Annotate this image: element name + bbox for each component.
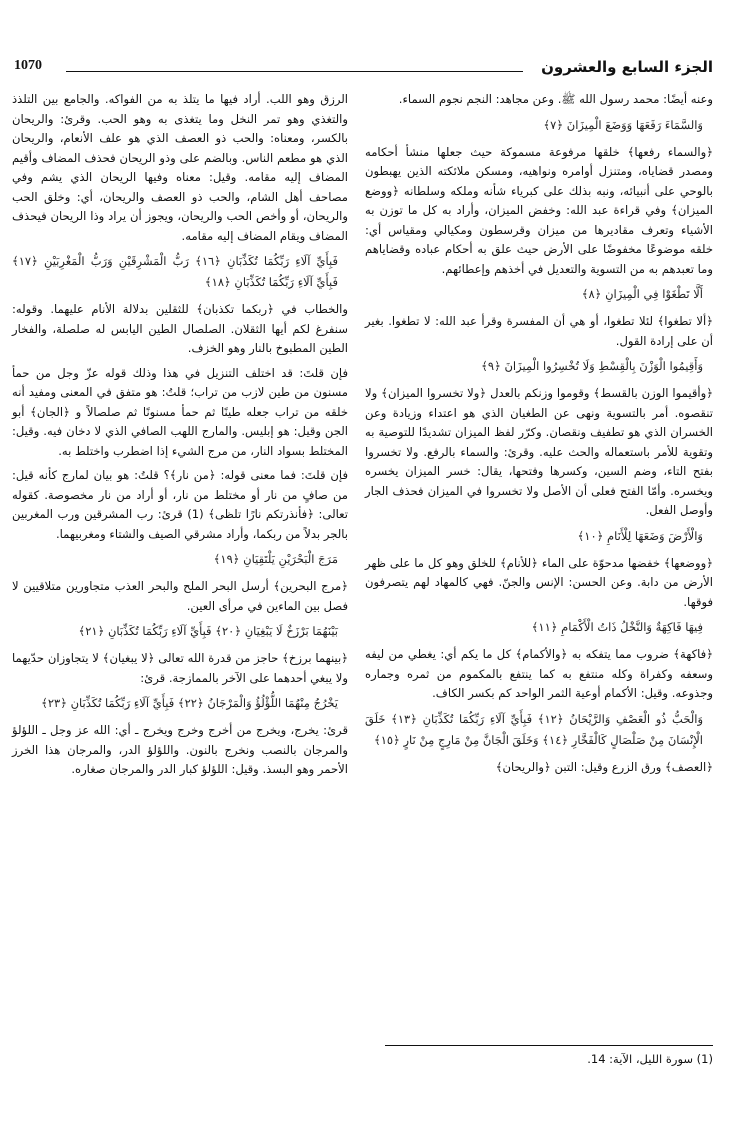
quran-verse: أَلَّا تَطْغَوْا فِي الْمِيزَانِ ﴿٨﴾ xyxy=(581,287,703,301)
quran-verse: مَرَجَ الْبَحْرَيْنِ يَلْتَقِيَانِ ﴿١٩﴾ xyxy=(213,552,338,566)
page-header xyxy=(14,58,713,84)
paragraph: ﴿بينهما برزخ﴾ حاجز من قدرة الله تعالى ﴿لا يبغيان﴾ لا يتجاوزان حدّيهما ولا يبغي أحدهما على الآخر بالممازجة. قرئ: xyxy=(12,651,348,685)
paragraph: ﴿فاكهة﴾ ضروب مما يتفكه به ﴿والأكمام﴾ كل ما يكم أي: يغطي من ليفه وسعفه وكفراة وكله منتفع به كما ينتفع بالمكموم من ثمره وجماره وجذوعه. وقيل: الأكمام أوعية الثمر الواحد كم بكسر الكاف. xyxy=(365,647,713,700)
footnote: (1) سورة الليل، الآية: 14. xyxy=(587,1052,713,1066)
quran-verse: وَأَقِيمُوا الْوَزْنَ بِالْقِسْطِ وَلَا تُخْسِرُوا الْمِيزَانَ ﴿٩﴾ xyxy=(481,359,703,373)
quran-verse: وَالسَّمَاءَ رَفَعَهَا وَوَضَعَ الْمِيزَانَ ﴿٧﴾ xyxy=(543,117,703,132)
page-number: 1070 xyxy=(14,58,42,73)
paragraph: الرزق وهو اللب. أراد فيها ما يتلذ به من الفواكه. والجامع بين التلذذ والتغذي وهو تمر النخل وما يتغذى به وهو الحب. وقرئ: والريحان بالكسر، ومعناه: والحب ذو العصف الذي هو علف الأنعام، والريحان الذي هو مطعم الناس. وبالضم على وذو الريحان فحذف المضاف وأقيم المضاف إليه مقامه. وقيل: معناه وفيها الريحان الذي يشم وفي مصاحف أهل الشام، والحب ذو العصف والريحان، أي: وخلق الحب والريحان، أو وأخص الحب والريحان، ويجوز أن يراد وذا الريحان فيحذف المضاف ويقام المضاف إليه مقامه. xyxy=(12,92,348,243)
quran-verse: يَخْرُجُ مِنْهُمَا اللُّؤْلُؤُ وَالْمَرْجَانُ ﴿٢٢﴾ فَبِأَيِّ آلَاءِ رَبِّكُمَا تُكَذِّبَانِ ﴿٢٣﴾ xyxy=(41,696,338,710)
left-column xyxy=(12,90,348,785)
running-title: الجزء السابع والعشرون xyxy=(541,58,713,76)
paragraph: ﴿ووضعها﴾ خفضها مدحوّة على الماء ﴿للأنام﴾ للخلق وهو كل ما على ظهر الأرض من دابة. وعن الحسن: الإنس والجنّ. فهي كالمهاد لهم يتصرفون فوقها. xyxy=(365,555,713,609)
paragraph: ﴿والسماء رفعها﴾ خلقها مرفوعة مسموكة حيث جعلها منشأ أحكامه ومصدر قضاياه، ومتنزل أوامره ونواهيه، ومسكن ملائكته الذين يهبطون بالوحي على أنبيائه، ونبه بذلك على كبرياء شأنه وملكه وسلطانه ﴿ووضع الميزان﴾ وفي قراءة عبد الله: وخفض الميزان، وأراد به كل ما توزن به الأشياء وتعرف مقاديرها من ميزان وقرسطون ومكيالي ومقياس أي: خلقه موضوعًا مخفوضًا على الأرض حيث علق به أحكام عباده وقضاياهم وما تعبدهم به من التسوية والتعديل في أخذهم وإعطائهم. xyxy=(365,144,713,276)
quran-verse: وَالْحَبُّ ذُو الْعَصْفِ وَالرَّيْحَانُ ﴿١٢﴾ فَبِأَيِّ آلَاءِ رَبِّكُمَا تُكَذِّبَانِ ﴿١٣﴾ خَلَقَ الْإِنْسَانَ مِنْ صَلْصَالٍ كَالْفَخَّارِ ﴿١٤﴾ وَخَلَقَ الْجَانَّ مِنْ مَارِجٍ مِنْ نَارٍ ﴿١٥﴾ xyxy=(365,711,703,747)
quran-verse: فِيهَا فَاكِهَةٌ وَالنَّخْلُ ذَاتُ الْأَكْمَامِ ﴿١١﴾ xyxy=(531,620,703,634)
paragraph: فإن قلتَ: قد اختلف التنزيل في هذا وذلك قوله عزّ وجل من حمأ مسنون من طين لازب من تراب؛ قلتُ: هو متفق في المعنى ومفيد أنه خلقه من تراب جعله طينًا ثم حمأ مسنونًا ثم صلصالاً و ﴿الجان﴾ أبو الجن وقيل: هو إبليس. والمارج اللهب الصافي الذي لا دخان فيه. وقيل: المختلط بسواد النار، من مرج الشيء إذا اضطرب واختلط به. xyxy=(12,365,348,458)
paragraph: ﴿مرج البحرين﴾ أرسل البحر الملح والبحر العذب متجاورين متلاقيين لا فصل بين الماءين في مرأى العين. xyxy=(12,579,348,613)
paragraph: وعنه أيضًا: محمد رسول الله ﷺ. وعن مجاهد: النجم نجوم السماء. xyxy=(398,92,713,106)
header-rule xyxy=(66,71,523,72)
paragraph: قرئ: يخرج، ويخرج من أخرج وخرج ويخرج ـ أي: الله عز وجل ـ اللؤلؤ والمرجان بالنصب ونخرج بالنون. واللؤلؤ الدر، والمرجان هذا الخرز الأحمر وهو البسذ. وقيل: اللؤلؤ كبار الدر والمرجان صغاره. xyxy=(12,723,348,776)
paragraph: فإن قلتَ: فما معنى قوله: ﴿من نار﴾؟ قلتُ: هو بيان لمارج كأنه قيل: من صافٍ من نار أو مختلط من نار، أو أراد من نار مخصوصة. كقوله تعالى: ﴿فأنذرتكم نارًا تلظى﴾ (1) قرئ: رب المشرقين ورب المغربين بالجر بدلاً من ربكما، وأراد مشرقي الصيف والشتاء ومغربيهما. xyxy=(12,468,348,541)
paragraph: والخطاب في ﴿ربكما تكذبان﴾ للثقلين بدلالة الأنام عليهما. وقوله: سنفرغ لكم أيها الثقلان. الصلصال الطين اليابس له صلصلة، والفخار الطين المطبوخ بالنار وهو الخزف. xyxy=(12,302,348,355)
paragraph: ﴿ألا تطغوا﴾ لئلا تطغوا، أو هي أن المفسرة وقرأ عبد الله: لا تطغوا. بغير أن على إرادة القول. xyxy=(365,314,713,348)
quran-verse: فَبِأَيِّ آلَاءِ رَبِّكُمَا تُكَذِّبَانِ ﴿١٦﴾ رَبُّ الْمَشْرِقَيْنِ وَرَبُّ الْمَغْرِبَيْنِ ﴿١٧﴾ فَبِأَيِّ آلَاءِ رَبِّكُمَا تُكَذِّبَانِ ﴿١٨﴾ xyxy=(12,254,338,289)
footnote-rule xyxy=(385,1045,713,1046)
quran-verse: بَيْنَهُمَا بَرْزَخٌ لَا يَبْغِيَانِ ﴿٢٠﴾ فَبِأَيِّ آلَاءِ رَبِّكُمَا تُكَذِّبَانِ ﴿٢١﴾ xyxy=(78,624,338,638)
paragraph: ﴿العصف﴾ ورق الزرع وقيل: التبن ﴿والريحان﴾ xyxy=(495,759,713,774)
paragraph: ﴿وأقيموا الوزن بالقسط﴾ وقوموا وزنكم بالعدل ﴿ولا تخسروا الميزان﴾ ولا تنقصوه. أمر بالتسوية ونهى عن الطغيان الذي هو اعتداء وزيادة وعن الخسران الذي هو تطفيف ونقصان. وكرّر لفظ الميزان تشديدًا للتوصية به وتقوية للأمر باستعماله والحث عليه. وقرئ: والسماء بالرفع. ولا تخسروا بفتح التاء، وضم السين، وكسرها وفتحها، يقال: خسر الميزان يخسره ويخسره. وأمّا الفتح فعلى أن الأصل ولا تخسروا في الميزان فحذف الجار وأوصل الفعل. xyxy=(365,386,713,517)
right-column xyxy=(365,90,713,782)
quran-verse: وَالْأَرْضَ وَضَعَهَا لِلْأَنَامِ ﴿١٠﴾ xyxy=(577,528,703,543)
